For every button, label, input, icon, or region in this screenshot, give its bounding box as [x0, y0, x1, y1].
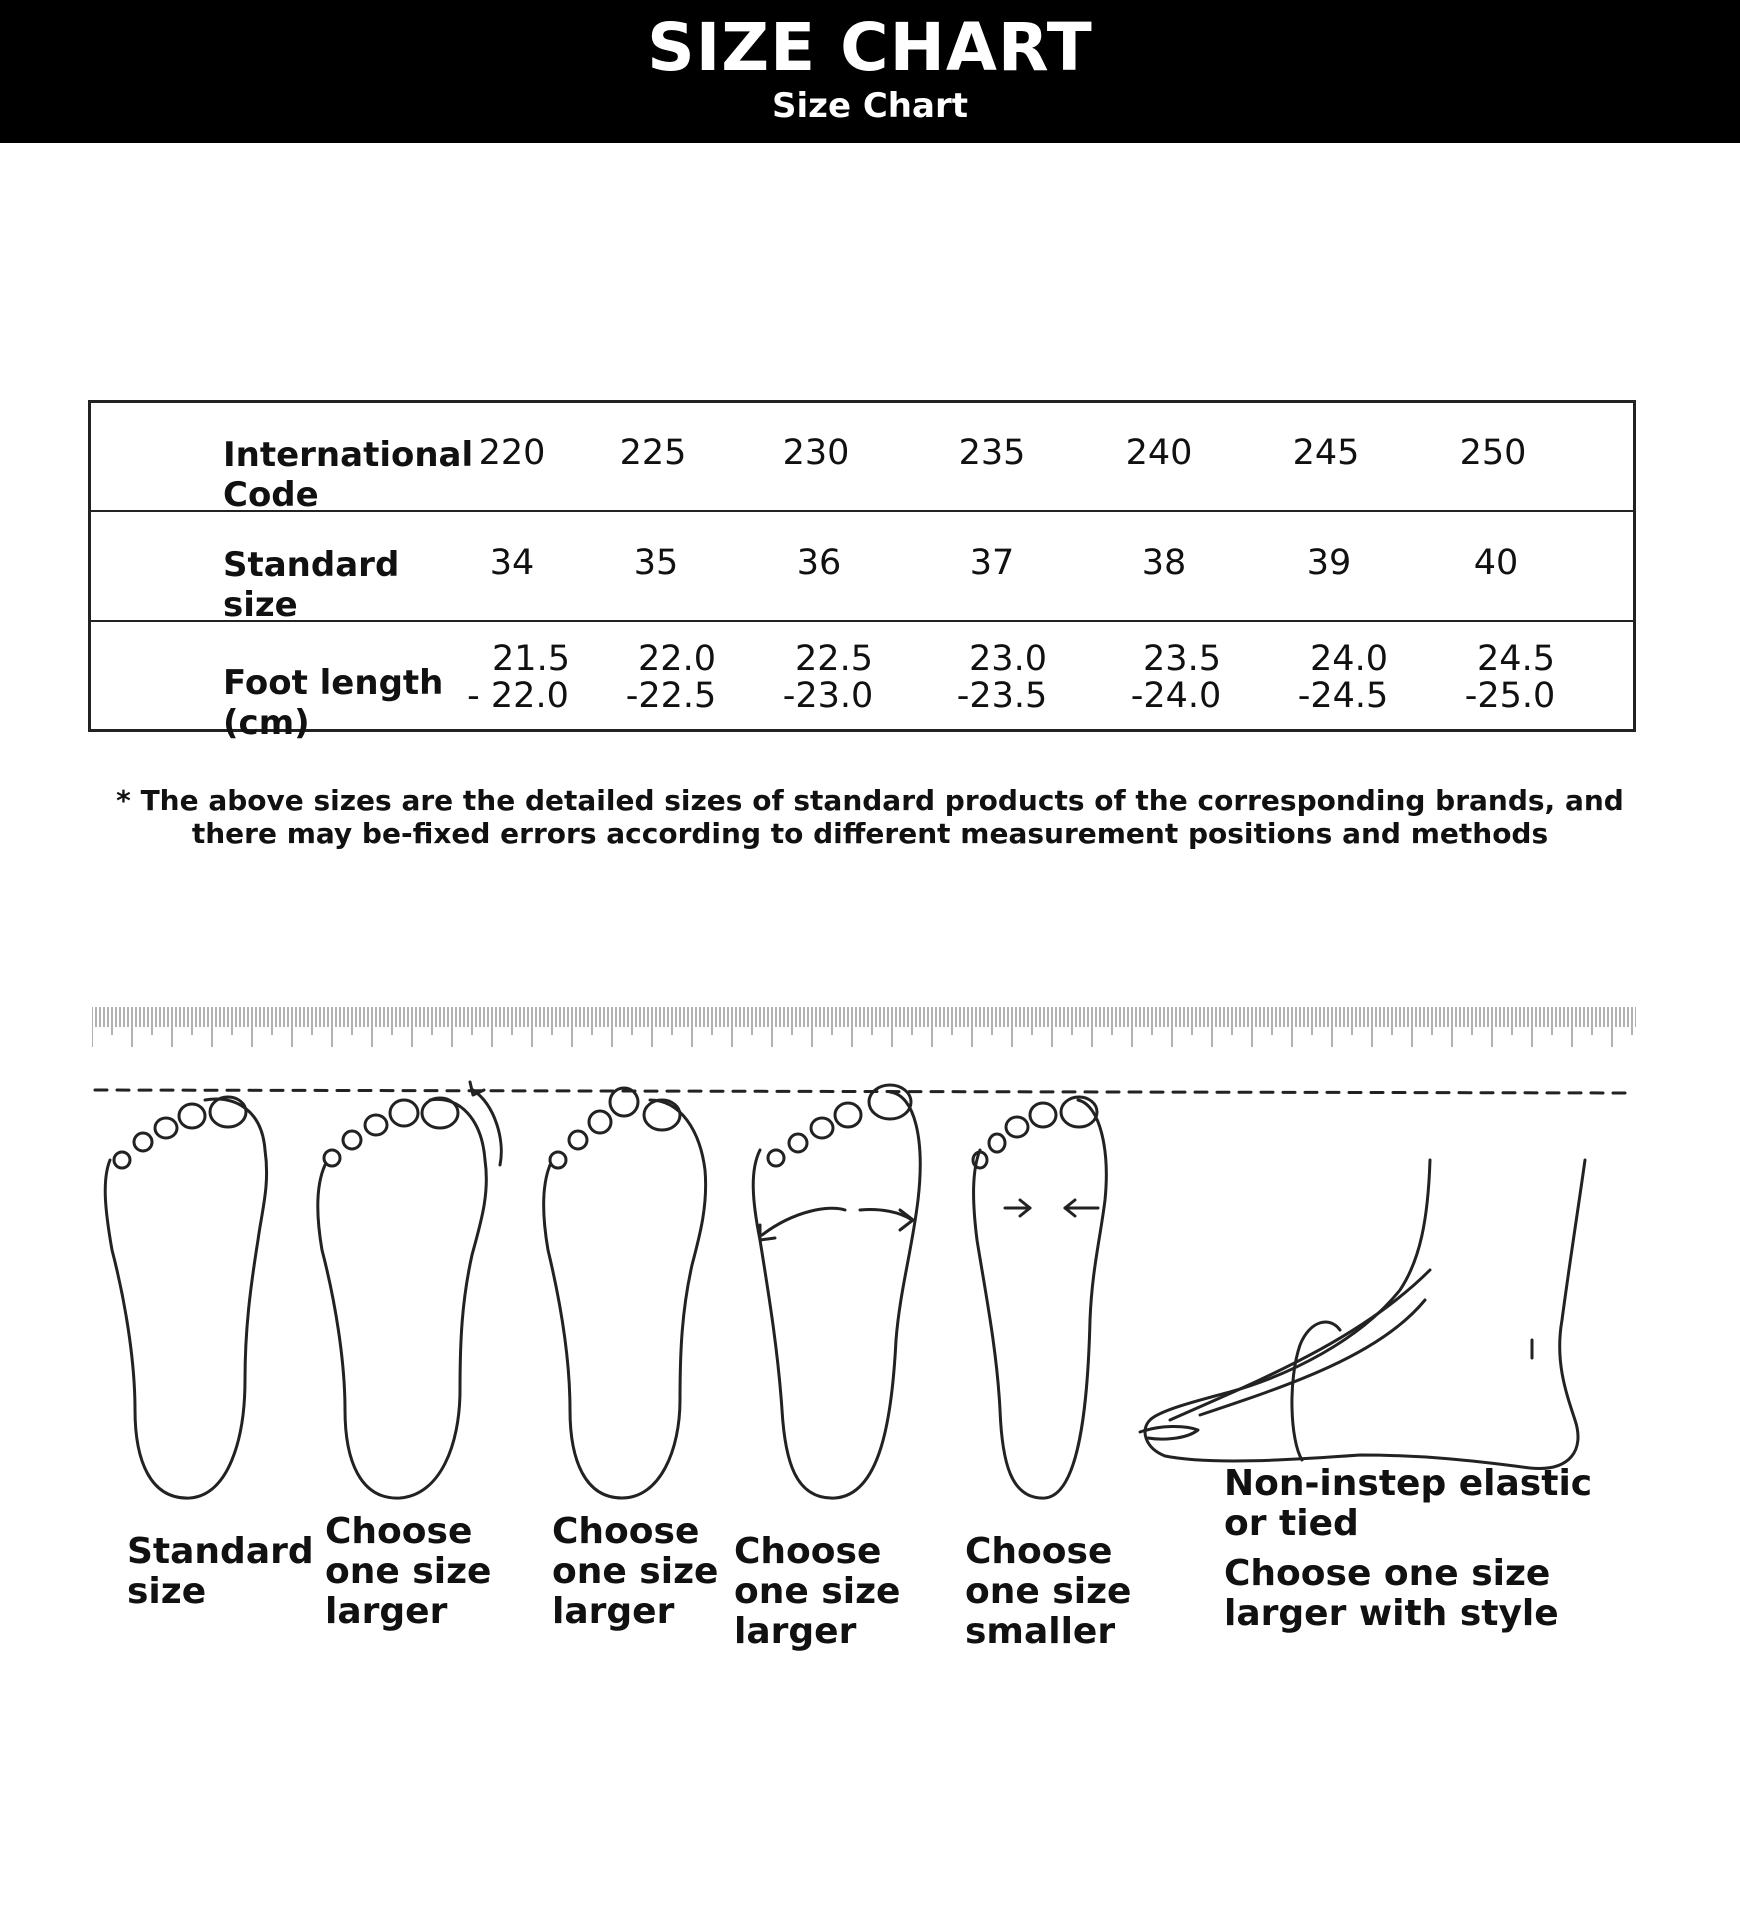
table-cell: 250 — [1459, 433, 1527, 473]
caption-narrow-foot: Choose one size smaller — [965, 1531, 1132, 1652]
table-cell: 39 — [1306, 543, 1352, 583]
foot-narrow-icon — [973, 1097, 1106, 1498]
table-cell: 36 — [796, 543, 842, 583]
range-end: -25.0 — [1464, 676, 1556, 716]
table-cell — [753, 641, 903, 715]
range-end: -24.0 — [1130, 676, 1222, 716]
toe-reference-line — [95, 1090, 1630, 1093]
caption-long-second-toe: Choose one size larger — [552, 1511, 719, 1632]
disclaimer-note: * The above sizes are the detailed sizes of standard products of the corresponding brands, and there may be-fixed errors according to different measurement positions and methods — [116, 784, 1624, 850]
foot-long-second-toe-icon — [544, 1088, 706, 1498]
table-row-standard-size — [91, 513, 1633, 625]
table-cell: 225 — [619, 433, 687, 473]
row-label: International Code — [223, 435, 474, 515]
table-cell — [1435, 641, 1585, 715]
table-row-foot-length — [91, 623, 1633, 743]
table-cell — [1268, 641, 1418, 715]
table-cell — [596, 641, 746, 715]
foot-long-toe-icon — [318, 1082, 501, 1498]
range-end: -23.0 — [782, 676, 874, 716]
range-end: -23.5 — [956, 676, 1048, 716]
table-cell — [443, 641, 593, 715]
row-label: Standard size — [223, 545, 400, 625]
header-banner — [0, 0, 1740, 143]
table-cell: 34 — [489, 543, 535, 583]
foot-wide-icon — [753, 1085, 920, 1498]
caption-long-toe: Choose one size larger — [325, 1511, 492, 1632]
table-cell: 245 — [1292, 433, 1360, 473]
range-start: 22.5 — [795, 639, 873, 679]
foot-side-view-icon — [1140, 1160, 1585, 1468]
page-title: SIZE CHART — [647, 9, 1093, 86]
range-start: 24.5 — [1477, 639, 1555, 679]
range-end: -22.5 — [625, 676, 717, 716]
page-subtitle: Size Chart — [772, 86, 968, 126]
foot-standard-icon — [105, 1097, 266, 1498]
table-cell: 235 — [958, 433, 1026, 473]
range-start: 23.0 — [969, 639, 1047, 679]
range-start: 24.0 — [1310, 639, 1388, 679]
feet-illustration — [0, 1060, 1740, 1520]
table-row-international-code — [91, 403, 1633, 515]
table-cell: 38 — [1141, 543, 1187, 583]
range-end: -24.5 — [1297, 676, 1389, 716]
size-table — [88, 400, 1636, 743]
caption-instep-type: Non-instep elastic or tied — [1224, 1463, 1593, 1544]
table-cell: 35 — [633, 543, 679, 583]
table-cell: 220 — [478, 433, 546, 473]
table-cell — [1101, 641, 1251, 715]
table-cell: 40 — [1473, 543, 1519, 583]
caption-instep-advice: Choose one size larger with style — [1224, 1553, 1559, 1634]
range-start: 23.5 — [1143, 639, 1221, 679]
range-end: - 22.0 — [467, 676, 569, 716]
table-cell — [927, 641, 1077, 715]
caption-wide-foot: Choose one size larger — [734, 1531, 901, 1652]
ruler-illustration — [92, 1005, 1636, 1055]
table-cell: 37 — [969, 543, 1015, 583]
table-cell: 230 — [782, 433, 850, 473]
table-cell: 240 — [1125, 433, 1193, 473]
range-start: 22.0 — [638, 639, 716, 679]
row-label: Foot length (cm) — [223, 663, 444, 743]
range-start: 21.5 — [492, 639, 570, 679]
caption-standard-size: Standard size — [127, 1531, 314, 1612]
